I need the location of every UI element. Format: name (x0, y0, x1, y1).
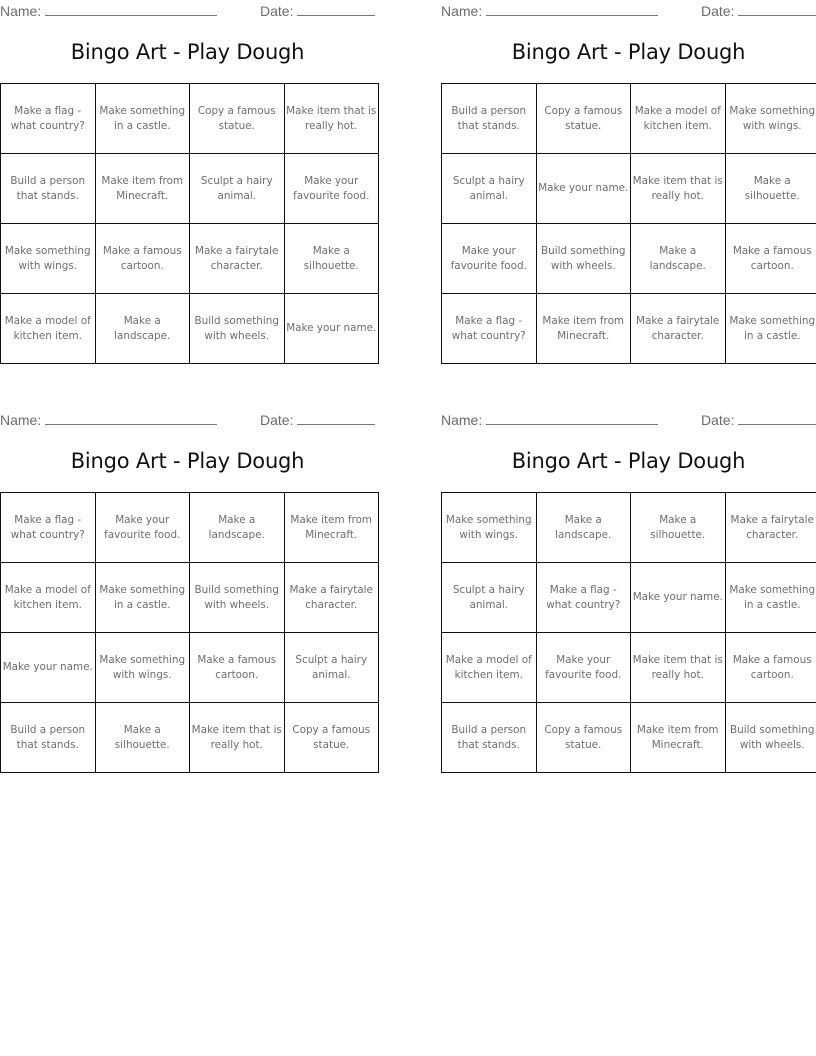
bingo-cell[interactable] (442, 493, 537, 563)
cell-text: Make item that is really hot. (632, 174, 723, 202)
bingo-grid (441, 492, 816, 773)
cell-text: Make a model of kitchen item. (445, 653, 532, 681)
grid-row (1, 294, 379, 364)
date-label: Date: (701, 412, 735, 428)
cell-text: Make something with wings. (4, 244, 91, 272)
bingo-cell[interactable] (284, 493, 379, 563)
bingo-cell[interactable] (190, 84, 285, 154)
bingo-cell[interactable] (190, 154, 285, 224)
grid-row (1, 154, 379, 224)
grid-row (1, 563, 379, 633)
bingo-cell[interactable] (1, 224, 96, 294)
bingo-cell[interactable] (284, 703, 379, 773)
bingo-cell[interactable] (631, 493, 726, 563)
cell-text: Make a fairytale character. (195, 244, 279, 272)
cell-text: Make item that is really hot. (286, 104, 377, 132)
bingo-cell[interactable] (284, 154, 379, 224)
name-label: Name: (441, 412, 483, 428)
card-header (0, 2, 375, 20)
cell-text: Make a fairytale character. (289, 583, 373, 611)
bingo-cell[interactable] (190, 703, 285, 773)
bingo-cell[interactable] (190, 294, 285, 364)
cell-text: Make item from Minecraft. (290, 513, 373, 541)
grid-row (442, 224, 816, 294)
name-blank-line[interactable] (486, 411, 658, 425)
grid-row (442, 84, 816, 154)
bingo-cell[interactable] (536, 224, 631, 294)
bingo-cell[interactable] (95, 493, 190, 563)
bingo-cell[interactable] (442, 84, 537, 154)
grid-row (1, 633, 379, 703)
cell-text: Build something with wheels. (194, 583, 279, 611)
card-title: Bingo Art - Play Dough (70, 40, 305, 64)
bingo-cell[interactable] (284, 294, 379, 364)
cell-text: Make a model of kitchen item. (4, 583, 91, 611)
cell-text: Make a landscape. (208, 513, 265, 541)
date-blank-line[interactable] (738, 411, 816, 425)
bingo-cell[interactable] (95, 294, 190, 364)
grid-row (1, 224, 379, 294)
bingo-cell[interactable] (95, 703, 190, 773)
bingo-cell[interactable] (284, 563, 379, 633)
bingo-cell[interactable] (536, 703, 631, 773)
date-field[interactable] (260, 2, 375, 19)
cell-text: Sculpt a hairy animal. (295, 653, 368, 681)
cell-text: Make your name. (538, 182, 629, 194)
name-blank-line[interactable] (45, 2, 217, 16)
cell-text: Sculpt a hairy animal. (452, 583, 525, 611)
cell-text: Copy a famous statue. (197, 104, 276, 132)
bingo-card-4 (441, 409, 816, 779)
bingo-card-2 (441, 0, 816, 370)
bingo-cell[interactable] (284, 224, 379, 294)
bingo-card-3 (0, 409, 375, 779)
bingo-cell[interactable] (442, 224, 537, 294)
cell-text: Make a famous cartoon. (197, 653, 277, 681)
name-label: Name: (0, 412, 42, 428)
bingo-cell[interactable] (631, 563, 726, 633)
grid-row (1, 84, 379, 154)
bingo-cell[interactable] (190, 493, 285, 563)
cell-text: Copy a famous statue. (544, 723, 623, 751)
bingo-cell[interactable] (284, 633, 379, 703)
bingo-cell[interactable] (95, 84, 190, 154)
bingo-cell[interactable] (725, 563, 816, 633)
cell-text: Make a famous cartoon. (732, 653, 812, 681)
cell-text: Make something with wings. (99, 653, 186, 681)
bingo-cell[interactable] (536, 633, 631, 703)
cell-text: Make your favourite food. (293, 174, 370, 202)
bingo-cell[interactable] (631, 703, 726, 773)
cell-text: Copy a famous statue. (544, 104, 623, 132)
date-label: Date: (260, 3, 294, 19)
bingo-cell[interactable] (725, 84, 816, 154)
bingo-cell[interactable] (190, 224, 285, 294)
cell-text: Build something with wheels. (730, 723, 815, 751)
cell-text: Make a flag - what country? (546, 583, 621, 611)
card-header (0, 411, 375, 429)
cell-text: Sculpt a hairy animal. (452, 174, 525, 202)
bingo-cell[interactable] (95, 154, 190, 224)
cell-text: Make item from Minecraft. (542, 314, 625, 342)
bingo-cell[interactable] (536, 294, 631, 364)
date-label: Date: (701, 3, 735, 19)
date-blank-line[interactable] (297, 411, 375, 425)
cell-text: Make a silhouette. (303, 244, 359, 272)
name-field[interactable] (441, 2, 658, 19)
cell-text: Make something with wings. (445, 513, 532, 541)
bingo-cell[interactable] (1, 154, 96, 224)
cell-text: Make a silhouette. (114, 723, 170, 751)
cell-text: Make something in a castle. (99, 104, 186, 132)
cell-text: Build a person that stands. (10, 723, 86, 751)
bingo-cell[interactable] (631, 633, 726, 703)
cell-text: Make item from Minecraft. (101, 174, 184, 202)
grid-row (442, 154, 816, 224)
grid-row (442, 294, 816, 364)
cell-text: Make your name. (2, 661, 93, 673)
cell-text: Make your favourite food. (450, 244, 527, 272)
date-field[interactable] (701, 411, 816, 428)
bingo-cell[interactable] (1, 493, 96, 563)
bingo-cell[interactable] (95, 563, 190, 633)
bingo-cell[interactable] (631, 154, 726, 224)
cell-text: Make your favourite food. (104, 513, 181, 541)
cell-text: Make a model of kitchen item. (634, 104, 721, 132)
cell-text: Make a famous cartoon. (732, 244, 812, 272)
bingo-cell[interactable] (190, 633, 285, 703)
cell-text: Make a fairytale character. (636, 314, 720, 342)
cell-text: Make your name. (632, 591, 723, 603)
bingo-cell[interactable] (725, 703, 816, 773)
cell-text: Make something in a castle. (729, 314, 816, 342)
cell-text: Make item from Minecraft. (636, 723, 719, 751)
bingo-cell[interactable] (95, 633, 190, 703)
bingo-cell[interactable] (536, 563, 631, 633)
card-header (441, 2, 816, 20)
cell-text: Make item that is really hot. (191, 723, 282, 751)
bingo-cell[interactable] (442, 563, 537, 633)
bingo-cell[interactable] (631, 294, 726, 364)
bingo-cell[interactable] (1, 84, 96, 154)
bingo-cell[interactable] (725, 224, 816, 294)
cell-text: Copy a famous statue. (292, 723, 371, 751)
bingo-cell[interactable] (725, 154, 816, 224)
bingo-cell[interactable] (1, 703, 96, 773)
bingo-cell[interactable] (442, 633, 537, 703)
cell-text: Make something with wings. (729, 104, 816, 132)
name-field[interactable] (0, 411, 217, 428)
bingo-cell[interactable] (1, 563, 96, 633)
card-title: Bingo Art - Play Dough (511, 449, 746, 473)
cell-text: Make a landscape. (114, 314, 171, 342)
cell-text: Make a flag - what country? (451, 314, 526, 342)
card-title: Bingo Art - Play Dough (511, 40, 746, 64)
card-header (441, 411, 816, 429)
bingo-cell[interactable] (536, 154, 631, 224)
bingo-cell[interactable] (725, 633, 816, 703)
cell-text: Make a flag - what country? (10, 513, 85, 541)
name-field[interactable] (441, 411, 658, 428)
cell-text: Make something in a castle. (729, 583, 816, 611)
cell-text: Make a famous cartoon. (102, 244, 182, 272)
bingo-cell[interactable] (631, 224, 726, 294)
name-label: Name: (441, 3, 483, 19)
name-blank-line[interactable] (45, 411, 217, 425)
cell-text: Make your name. (286, 322, 377, 334)
cell-text: Make a flag - what country? (10, 104, 85, 132)
grid-row (442, 703, 816, 773)
grid-row (442, 563, 816, 633)
grid-row (442, 493, 816, 563)
bingo-cell[interactable] (284, 84, 379, 154)
bingo-cell[interactable] (442, 703, 537, 773)
name-label: Name: (0, 3, 42, 19)
grid-row (1, 703, 379, 773)
grid-row (442, 633, 816, 703)
bingo-cell[interactable] (631, 84, 726, 154)
bingo-grid (0, 83, 379, 364)
cell-text: Build something with wheels. (541, 244, 626, 272)
date-field[interactable] (260, 411, 375, 428)
bingo-cell[interactable] (95, 224, 190, 294)
name-blank-line[interactable] (486, 2, 658, 16)
date-blank-line[interactable] (297, 2, 375, 16)
cell-text: Make your favourite food. (545, 653, 622, 681)
cell-text: Sculpt a hairy animal. (200, 174, 273, 202)
bingo-cell[interactable] (442, 154, 537, 224)
cell-text: Make a silhouette. (650, 513, 706, 541)
bingo-cell[interactable] (442, 294, 537, 364)
card-title: Bingo Art - Play Dough (70, 449, 305, 473)
bingo-cell[interactable] (1, 633, 96, 703)
cell-text: Make a model of kitchen item. (4, 314, 91, 342)
bingo-cell[interactable] (725, 294, 816, 364)
bingo-card-1 (0, 0, 375, 370)
date-blank-line[interactable] (738, 2, 816, 16)
name-field[interactable] (0, 2, 217, 19)
bingo-cell[interactable] (536, 493, 631, 563)
cell-text: Make a landscape. (649, 244, 706, 272)
cell-text: Make a fairytale character. (730, 513, 814, 541)
date-label: Date: (260, 412, 294, 428)
cell-text: Build a person that stands. (451, 723, 527, 751)
cell-text: Build something with wheels. (194, 314, 279, 342)
bingo-cell[interactable] (536, 84, 631, 154)
cell-text: Make something in a castle. (99, 583, 186, 611)
cell-text: Build a person that stands. (451, 104, 527, 132)
grid-row (1, 493, 379, 563)
date-field[interactable] (701, 2, 816, 19)
bingo-cell[interactable] (1, 294, 96, 364)
bingo-grid (441, 83, 816, 364)
bingo-cell[interactable] (190, 563, 285, 633)
bingo-cell[interactable] (725, 493, 816, 563)
bingo-grid (0, 492, 379, 773)
cell-text: Make a silhouette. (744, 174, 800, 202)
cell-text: Build a person that stands. (10, 174, 86, 202)
cell-text: Make item that is really hot. (632, 653, 723, 681)
cell-text: Make a landscape. (555, 513, 612, 541)
